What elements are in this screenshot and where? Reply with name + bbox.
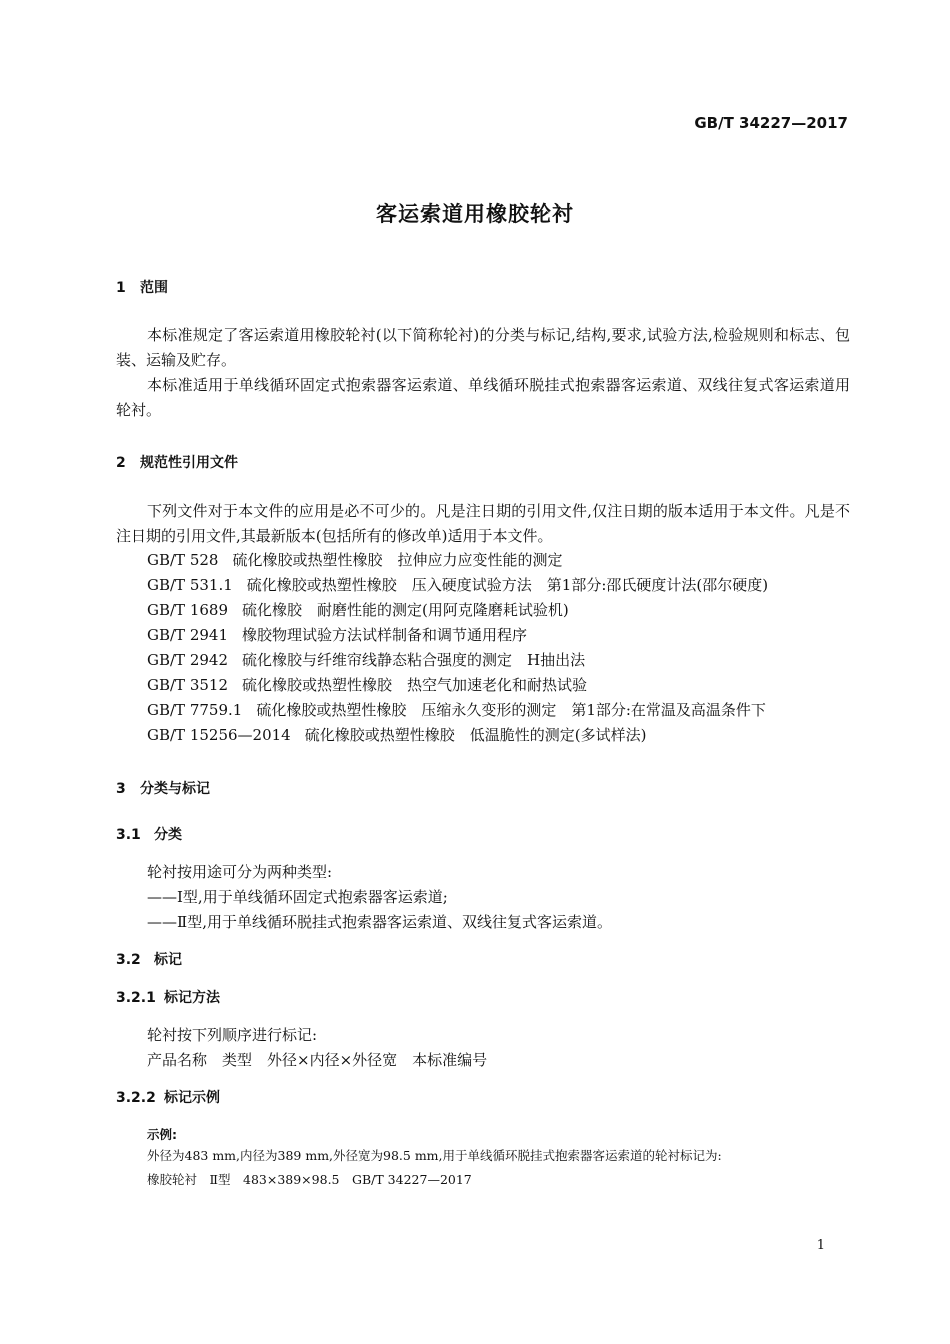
section-title: 范围 (140, 280, 168, 296)
subsection-number: 3.1 (116, 827, 141, 843)
section-3-heading (116, 778, 210, 798)
section-1-paragraph-1: 本标准规定了客运索道用橡胶轮衬(以下简称轮衬)的分类与标记,结构,要求,试验方法,检验规则和标志、包装、运输及贮存。 (116, 326, 850, 369)
reference-title: 硫化橡胶或热塑性橡胶 压入硬度试验方法 第1部分:邵氏硬度计法(邵尔硬度) (246, 576, 769, 594)
reference-code: GB/T 2942 (147, 651, 229, 669)
reference-title: 硫化橡胶或热塑性橡胶 低温脆性的测定(多试样法) (304, 726, 647, 744)
classification-item-type-1: ——Ⅰ型,用于单线循环固定式抱索器客运索道; (147, 888, 448, 906)
document-title: 客运索道用橡胶轮衬 (376, 202, 574, 226)
standard-number: GB/T 34227—2017 (694, 114, 848, 132)
subsection-number: 3.2.1 (116, 990, 156, 1006)
reference-code: GB/T 15256—2014 (147, 726, 291, 744)
classification-intro: 轮衬按用途可分为两种类型: (147, 863, 333, 881)
reference-title: 硫化橡胶或热塑性橡胶 热空气加速老化和耐热试验 (242, 676, 588, 694)
subsection-3-2-heading (116, 949, 182, 969)
reference-item (147, 724, 646, 745)
reference-item (147, 624, 527, 645)
subsection-title: 标记方法 (164, 990, 220, 1006)
subsection-title: 分类 (154, 827, 182, 843)
reference-code: GB/T 7759.1 (147, 701, 243, 719)
subsection-3-2-2-heading (116, 1087, 220, 1107)
reference-title: 硫化橡胶或热塑性橡胶 拉伸应力应变性能的测定 (232, 551, 563, 569)
section-1-heading (116, 277, 168, 297)
reference-code: GB/T 531.1 (147, 576, 233, 594)
section-number: 1 (116, 280, 126, 296)
reference-title: 硫化橡胶与纤维帘线静态粘合强度的测定 H抽出法 (242, 651, 586, 669)
subsection-title: 标记示例 (164, 1090, 220, 1106)
reference-code: GB/T 2941 (147, 626, 229, 644)
subsection-3-1-heading (116, 824, 182, 844)
section-number: 3 (116, 781, 126, 797)
reference-title: 硫化橡胶或热塑性橡胶 压缩永久变形的测定 第1部分:在常温及高温条件下 (256, 701, 766, 719)
section-number: 2 (116, 455, 126, 471)
reference-code: GB/T 528 (147, 551, 219, 569)
section-1-paragraph-2: 本标准适用于单线循环固定式抱索器客运索道、单线循环脱挂式抱索器客运索道、双线往复式客运索道用轮衬。 (116, 376, 850, 419)
classification-item-type-2: ——Ⅱ型,用于单线循环脱挂式抱索器客运索道、双线往复式客运索道。 (147, 913, 612, 931)
reference-item (147, 649, 585, 670)
reference-item (147, 699, 766, 720)
section-title: 规范性引用文件 (140, 455, 238, 471)
subsection-number: 3.2.2 (116, 1090, 156, 1106)
marking-intro: 轮衬按下列顺序进行标记: (147, 1026, 318, 1044)
subsection-number: 3.2 (116, 952, 141, 968)
page-number: 1 (816, 1238, 825, 1253)
example-label: 示例: (147, 1127, 177, 1142)
section-2-paragraph: 下列文件对于本文件的应用是必不可少的。凡是注日期的引用文件,仅注日期的版本适用于本文件。凡是不注日期的引用文件,其最新版本(包括所有的修改单)适用于本文件。 (116, 502, 850, 545)
reference-item (147, 574, 768, 595)
section-title: 分类与标记 (140, 781, 210, 797)
reference-title: 硫化橡胶 耐磨性能的测定(用阿克隆磨耗试验机) (242, 601, 569, 619)
subsection-title: 标记 (154, 952, 182, 968)
subsection-3-2-1-heading (116, 987, 220, 1007)
reference-code: GB/T 3512 (147, 676, 229, 694)
reference-item (147, 599, 569, 620)
reference-item (147, 549, 562, 570)
section-2-heading (116, 452, 238, 472)
reference-code: GB/T 1689 (147, 601, 229, 619)
example-mark: 橡胶轮衬 Ⅱ型 483×389×98.5 GB/T 34227—2017 (147, 1172, 472, 1187)
reference-title: 橡胶物理试验方法试样制备和调节通用程序 (242, 626, 528, 644)
example-text: 外径为483 mm,内径为389 mm,外径宽为98.5 mm,用于单线循环脱挂式抱索器客运索道的轮衬标记为: (147, 1148, 722, 1163)
marking-pattern: 产品名称 类型 外径×内径×外径宽 本标准编号 (147, 1051, 488, 1069)
reference-item (147, 674, 587, 695)
